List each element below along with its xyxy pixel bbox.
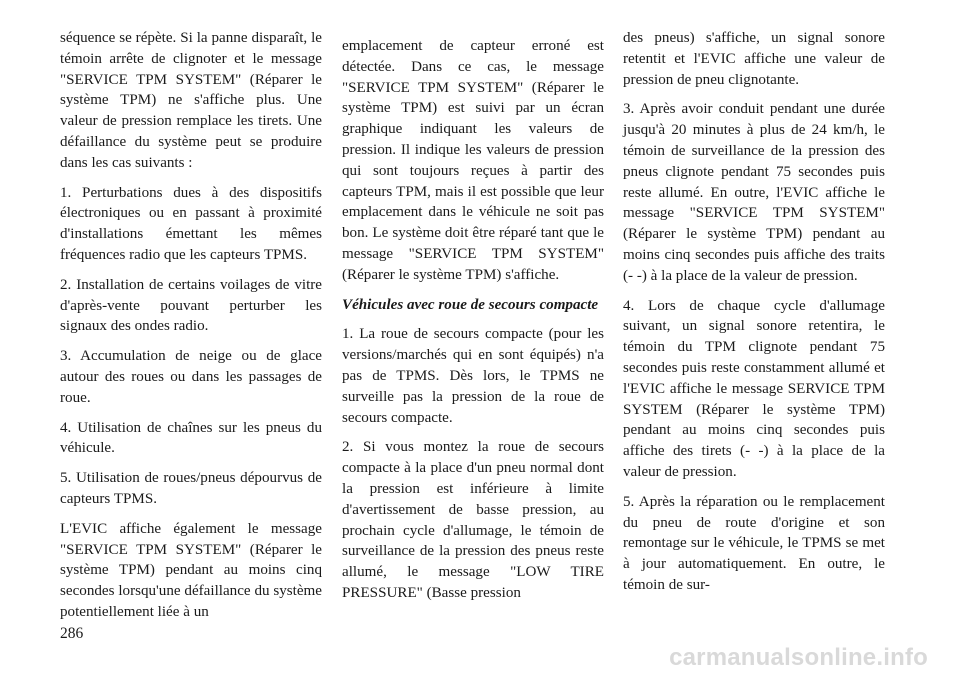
paragraph: séquence se répète. Si la panne disparaît, le témoin arrête de clignoter et le message "SERVICE TPM SYSTEM" (Réparer le système TPM) ne s'affiche plus. Une valeur de pression remplace les tirets. Une défaillance du système peut se produire dans les cas suivants : xyxy=(60,30,322,171)
list-item: 1. Perturbations dues à des dispositifs électroniques ou en passant à proximité d'installations émettant les mêmes fréquences radio que les capteurs TPMS. xyxy=(60,184,322,263)
list-item: 2. Si vous montez la roue de secours compacte à la place d'un pneu normal dont la pression est inférieure à limite d'avertissement de basse pression, au prochain cycle d'allumage, le témoin de surveillance de la pression des pneus reste allumé, le message "LOW TIRE PRESSURE" (Basse pression xyxy=(342,439,604,601)
paragraph: L'EVIC affiche également le message "SERVICE TPM SYSTEM" (Réparer le système TPM) pendant au moins cinq secondes lorsqu'une défaillance du système potentiellement liée à un xyxy=(60,520,322,620)
list-item: 4. Lors de chaque cycle d'allumage suivant, un signal sonore retentira, le témoin du TPM clignote pendant 75 secondes puis reste constamment allumé et l'EVIC affiche le message SERVICE TPM SYSTEM (Réparer le système TPM) pendant au moins cinq secondes puis affiche des tirets (- -) à la place de la valeur de pression. xyxy=(623,297,885,480)
paragraph: emplacement de capteur erroné est détectée. Dans ce cas, le message "SERVICE TPM SYSTEM" (Réparer le système TPM) est suivi par un écran graphique indiquant les valeurs de pression. Il indique les valeurs de pression qui sont toujours reçues à partir des capteurs TPM, mais il est possible que leur emplacement dans le véhicule ne soit pas bon. Le système doit être réparé tant que le message "SERVICE TPM SYSTEM" (Réparer le système TPM) s'affiche. xyxy=(342,38,604,283)
list-item: 4. Utilisation de chaînes sur les pneus du véhicule. xyxy=(60,419,322,457)
list-item: 5. Après la réparation ou le remplacement du pneu de route d'origine et son remontage sur le véhicule, le TPMS se met à jour automatiquement. En outre, le témoin de sur- xyxy=(623,493,885,593)
column-right xyxy=(623,28,885,605)
list-item: 3. Accumulation de neige ou de glace autour des roues ou dans les passages de roue. xyxy=(60,348,322,406)
watermark: carmanualsonline.info xyxy=(669,644,928,671)
list-item: 2. Installation de certains voilages de vitre d'après-vente pouvant perturber les signaux des ondes radio. xyxy=(60,276,322,335)
column-left xyxy=(60,28,322,632)
column-middle xyxy=(342,36,604,613)
list-item: 3. Après avoir conduit pendant une durée jusqu'à 20 minutes à plus de 24 km/h, le témoin de surveillance de la pression des pneus clignote pendant 75 secondes puis reste allumé. En outre, l'EVIC affiche le message "SERVICE TPM SYSTEM" (Réparer le système TPM) pendant au moins cinq secondes puis affiche des traits (- -) à la place de la valeur de pression. xyxy=(623,101,885,284)
list-item: 1. La roue de secours compacte (pour les versions/marchés qui en sont équipés) n'a pas de TPMS. Dès lors, le TPMS ne surveille pas la pression de la roue de secours compacte. xyxy=(342,326,604,426)
page-number: 286 xyxy=(60,625,84,642)
paragraph: des pneus) s'affiche, un signal sonore retentit et l'EVIC affiche une valeur de pression de pneu clignotante. xyxy=(623,30,885,88)
section-heading: Véhicules avec roue de secours compacte xyxy=(342,296,599,313)
list-item: 5. Utilisation de roues/pneus dépourvus de capteurs TPMS. xyxy=(60,470,322,507)
